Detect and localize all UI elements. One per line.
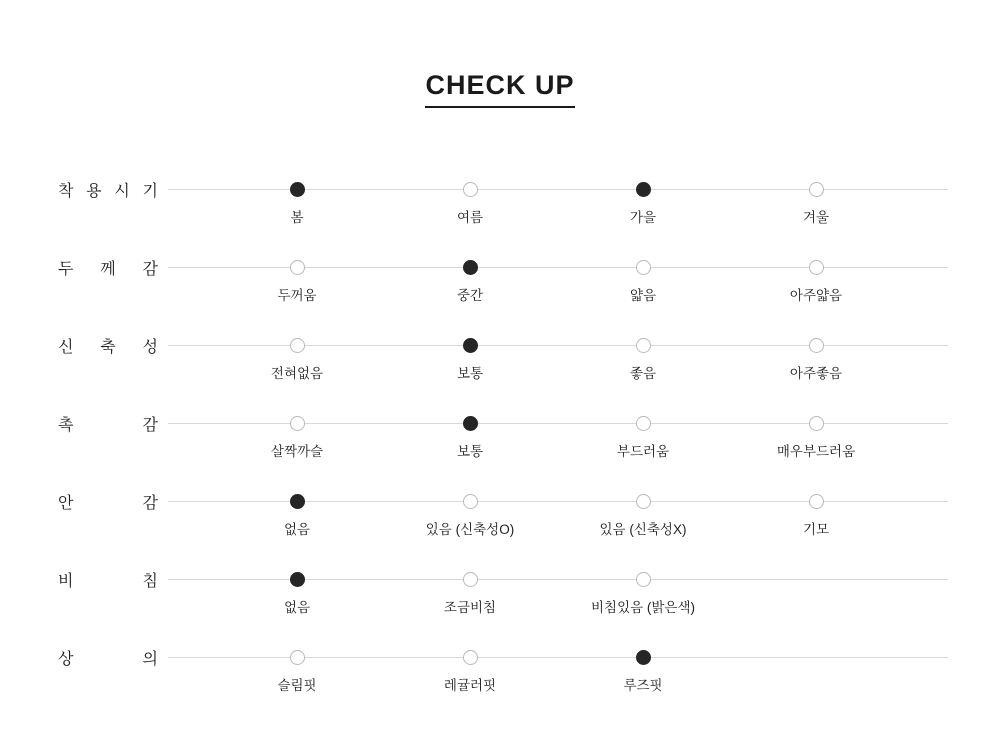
chart-option-label: 기모 — [802, 522, 830, 537]
chart-option[interactable] — [736, 472, 896, 538]
chart-option-label: 여름 — [456, 210, 484, 225]
chart-option[interactable] — [217, 238, 377, 304]
option-dot-icon[interactable] — [463, 650, 478, 665]
option-dot-icon[interactable] — [809, 494, 824, 509]
chart-option[interactable] — [390, 472, 550, 538]
chart-row-label: 두 께 감 — [58, 261, 158, 278]
chart-option-label: 슬림핏 — [277, 678, 317, 693]
option-dot-icon[interactable] — [636, 260, 651, 275]
option-dot-icon[interactable] — [809, 338, 824, 353]
chart-row-label: 안 감 — [58, 495, 158, 512]
chart-option[interactable] — [390, 238, 550, 304]
chart-option[interactable] — [736, 394, 896, 460]
option-dot-icon[interactable] — [809, 182, 824, 197]
option-dot-selected-icon[interactable] — [636, 650, 651, 665]
chart-option-label: 두꺼움 — [277, 288, 317, 303]
chart-row — [0, 628, 1000, 706]
chart-option-label: 비침있음 (밝은색) — [590, 600, 696, 615]
chart-option-label: 가을 — [629, 210, 657, 225]
chart-option[interactable] — [563, 394, 723, 460]
option-dot-selected-icon[interactable] — [636, 182, 651, 197]
chart-row-label: 착 용 시 기 — [58, 183, 158, 200]
chart-option[interactable] — [390, 316, 550, 382]
chart-row — [0, 238, 1000, 316]
option-dot-selected-icon[interactable] — [290, 572, 305, 587]
page-title-wrapper — [0, 70, 1000, 108]
chart-option-label: 레귤러핏 — [443, 678, 497, 693]
chart-option[interactable] — [736, 160, 896, 226]
chart-option[interactable] — [390, 160, 550, 226]
chart-option-label: 없음 — [283, 522, 311, 537]
chart-option[interactable] — [390, 394, 550, 460]
chart-row — [0, 316, 1000, 394]
chart-option-label: 좋음 — [629, 366, 657, 381]
chart-option[interactable] — [736, 238, 896, 304]
chart-row — [0, 160, 1000, 238]
chart-row-label: 상 의 — [58, 651, 158, 668]
check-up-chart — [0, 160, 1000, 706]
page-title: CHECK UP — [425, 70, 574, 108]
chart-option-label: 조금비침 — [443, 600, 497, 615]
option-dot-icon[interactable] — [463, 494, 478, 509]
chart-option[interactable] — [563, 472, 723, 538]
chart-option-label: 아주좋음 — [789, 366, 843, 381]
chart-option-label: 중간 — [456, 288, 484, 303]
chart-option-label: 있음 (신축성X) — [599, 522, 687, 537]
option-dot-icon[interactable] — [636, 338, 651, 353]
option-dot-icon[interactable] — [636, 494, 651, 509]
chart-option[interactable] — [217, 628, 377, 694]
option-dot-selected-icon[interactable] — [290, 494, 305, 509]
chart-option-label: 전혀없음 — [270, 366, 324, 381]
chart-option-label: 얇음 — [629, 288, 657, 303]
chart-row-label: 비 침 — [58, 573, 158, 590]
option-dot-icon[interactable] — [636, 416, 651, 431]
chart-row-label: 신 축 성 — [58, 339, 158, 356]
chart-row-label: 촉 감 — [58, 417, 158, 434]
option-dot-icon[interactable] — [290, 416, 305, 431]
chart-option[interactable] — [217, 316, 377, 382]
chart-option-label: 봄 — [290, 210, 304, 225]
option-dot-icon[interactable] — [809, 260, 824, 275]
chart-option[interactable] — [563, 550, 723, 616]
chart-option[interactable] — [217, 394, 377, 460]
chart-option-label: 보통 — [456, 366, 484, 381]
chart-row — [0, 550, 1000, 628]
chart-option[interactable] — [563, 160, 723, 226]
chart-option[interactable] — [736, 316, 896, 382]
chart-option-label: 있음 (신축성O) — [425, 522, 515, 537]
chart-option-label: 루즈핏 — [623, 678, 663, 693]
option-dot-icon[interactable] — [636, 572, 651, 587]
chart-row — [0, 472, 1000, 550]
chart-option[interactable] — [390, 628, 550, 694]
option-dot-icon[interactable] — [290, 260, 305, 275]
chart-option[interactable] — [563, 628, 723, 694]
chart-option-label: 겨울 — [802, 210, 830, 225]
chart-option[interactable] — [217, 550, 377, 616]
option-dot-icon[interactable] — [463, 572, 478, 587]
option-dot-icon[interactable] — [463, 182, 478, 197]
option-dot-icon[interactable] — [290, 650, 305, 665]
chart-option-label: 아주얇음 — [789, 288, 843, 303]
option-dot-selected-icon[interactable] — [463, 416, 478, 431]
chart-option-label: 매우부드러움 — [776, 444, 856, 459]
chart-option[interactable] — [563, 238, 723, 304]
chart-option-label: 없음 — [283, 600, 311, 615]
chart-option-label: 살짝까슬 — [270, 444, 324, 459]
chart-option-label: 부드러움 — [616, 444, 670, 459]
option-dot-icon[interactable] — [809, 416, 824, 431]
chart-option-label: 보통 — [456, 444, 484, 459]
chart-option[interactable] — [390, 550, 550, 616]
option-dot-selected-icon[interactable] — [290, 182, 305, 197]
chart-row — [0, 394, 1000, 472]
option-dot-selected-icon[interactable] — [463, 338, 478, 353]
option-dot-icon[interactable] — [290, 338, 305, 353]
chart-option[interactable] — [217, 472, 377, 538]
option-dot-selected-icon[interactable] — [463, 260, 478, 275]
chart-option[interactable] — [563, 316, 723, 382]
chart-option[interactable] — [217, 160, 377, 226]
